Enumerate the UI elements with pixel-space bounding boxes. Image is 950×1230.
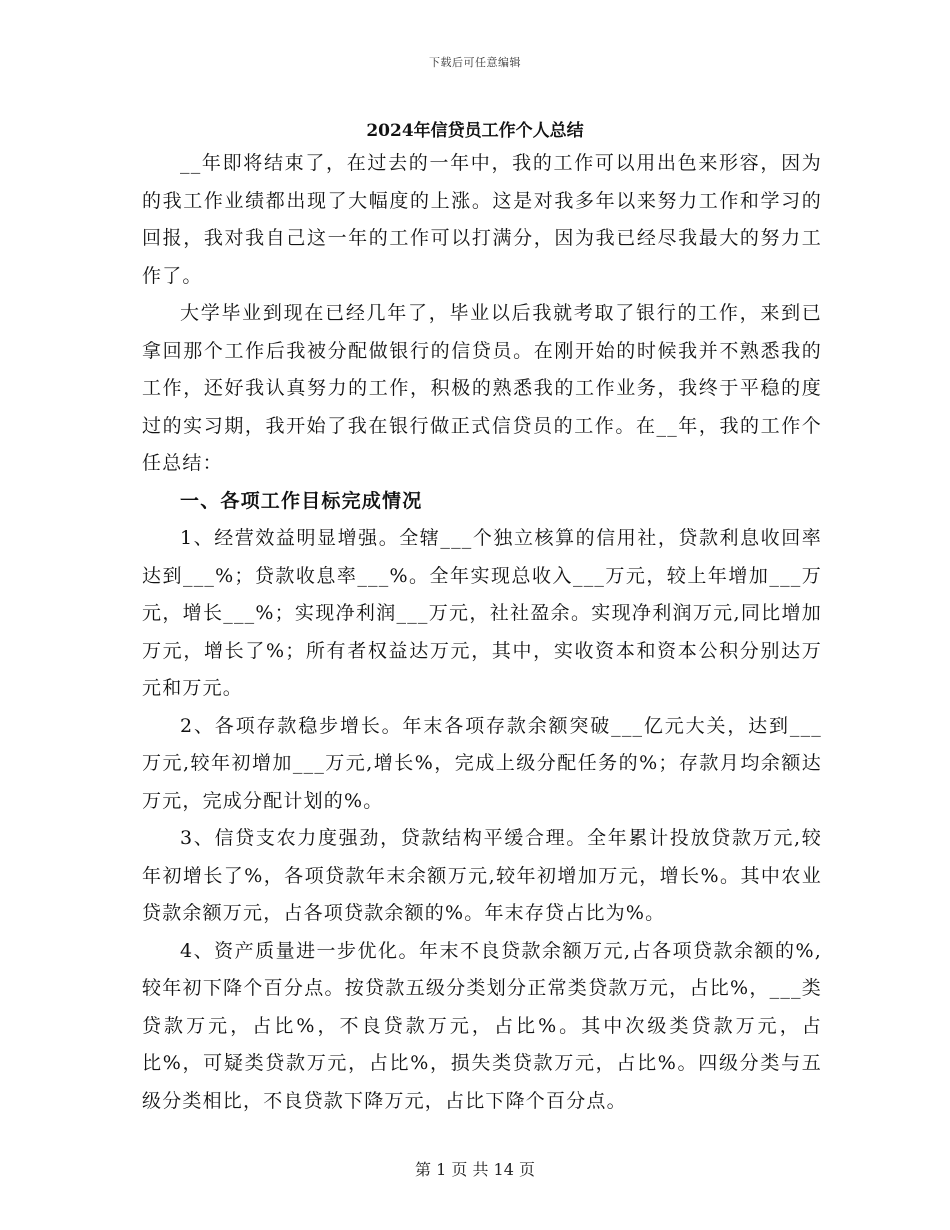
item-paragraph-loans: 3、信贷支农力度强劲，贷款结构平缓合理。全年累计投放贷款万元,较年初增长了%，各项贷款年末余额万元,较年初增加万元，增长%。其中农业贷款余额万元，占各项贷款余额的%。年末存贷占比为%。 (142, 827, 822, 924)
item-paragraph-asset-quality: 4、资产质量进一步优化。年末不良贷款余额万元,占各项贷款余额的%,较年初下降个百分点。按贷款五级分类划分正常类贷款万元，占比%，___类贷款万元，占比%，不良贷款万元，占比%。其中次级类贷款万元，占比%，可疑类贷款万元，占比%，损失类贷款万元，占比%。四级分类与五级分类相比，不良贷款下降万元，占比下降个百分点。 (142, 939, 822, 1112)
item-paragraph-profit: 1、经营效益明显增强。全辖___个独立核算的信用社，贷款利息收回率达到___%；贷款收息率___%。全年实现总收入___万元，较上年增加___万元，增长___%；实现净利润___万元，社社盈余。实现净利润万元,同比增加万元，增长了%；所有者权益达万元，其中，实收资本和资本公积分别达万元和万元。 (142, 527, 822, 699)
intro-paragraph: __年即将结束了，在过去的一年中，我的工作可以用出色来形容，因为的我工作业绩都出现了大幅度的上涨。这是对我多年以来努力工作和学习的回报，我对我自己这一年的工作可以打满分，因为我已经尽我最大的努力工作了。 (142, 152, 822, 287)
section-heading: 一、各项工作目标完成情况 (180, 489, 423, 512)
document-title: 2024年信贷员工作个人总结 (366, 121, 584, 141)
document-body (142, 145, 822, 1120)
item-paragraph-deposits: 2、各项存款稳步增长。年末各项存款余额突破___亿元大关，达到___万元,较年初增加___万元,增长%，完成上级分配任务的%；存款月均余额达万元，完成分配计划的%。 (142, 714, 822, 812)
page-number-footer: 第 1 页 共 14 页 (415, 1160, 535, 1179)
page-header-note: 下载后可任意编辑 (429, 56, 521, 69)
background-paragraph: 大学毕业到现在已经几年了，毕业以后我就考取了银行的工作，来到已拿回那个工作后我被分配做银行的信贷员。在刚开始的时候我并不熟悉我的工作，还好我认真努力的工作，积极的熟悉我的工作业务，我终于平稳的度过的实习期，我开始了我在银行做正式信贷员的工作。在__年，我的工作个任总结： (142, 302, 822, 474)
